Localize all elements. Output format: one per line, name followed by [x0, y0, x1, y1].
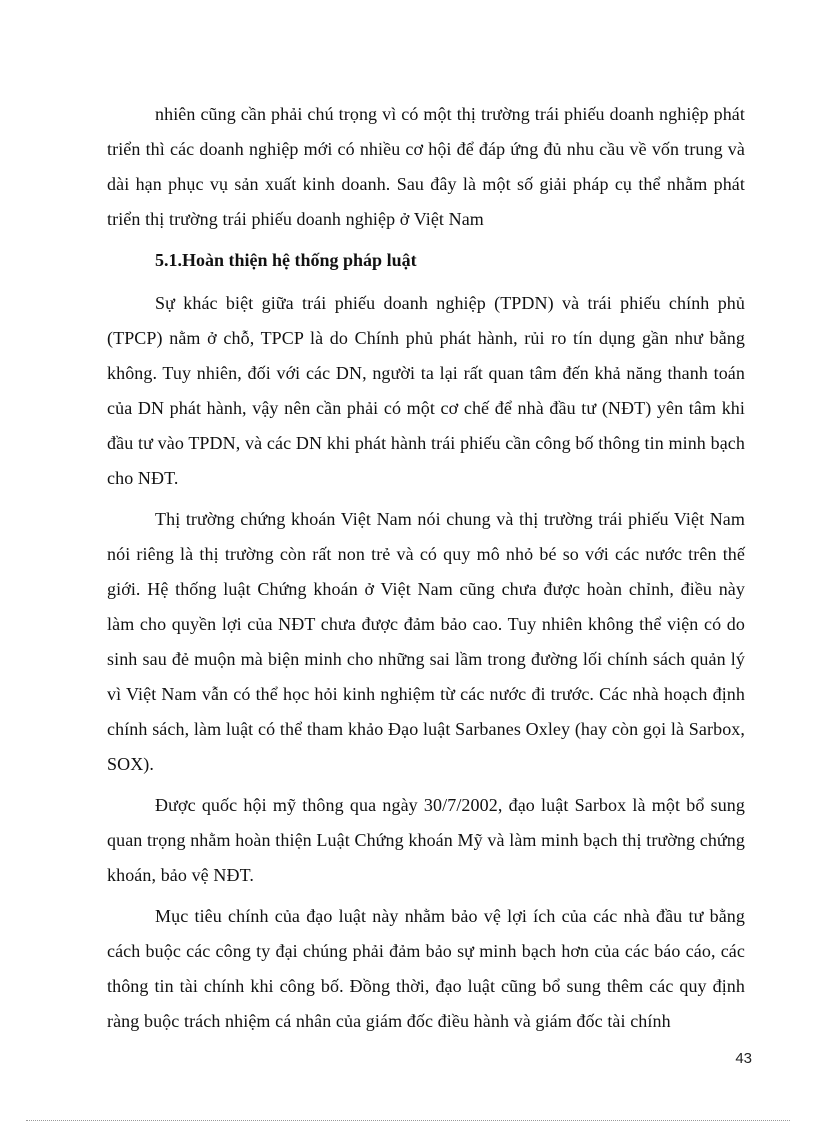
body-paragraph-1: Sự khác biệt giữa trái phiếu doanh nghiệp (TPDN) và trái phiếu chính phủ (TPCP) nằm ở chỗ, TPCP là do Chính phủ phát hành, rủi ro tín dụng gần như bằng không. Tuy nhiên, đối với các DN, người ta lại rất quan tâm đến khả năng thanh toán của DN phát hành, vậy nên cần phải có một cơ chế để nhà đầu tư (NĐT) yên tâm khi đầu tư vào TPDN, và các DN khi phát hành trái phiếu cần công bố thông tin minh bạch cho NĐT.: [107, 293, 745, 488]
body-paragraph-4: Mục tiêu chính của đạo luật này nhằm bảo vệ lợi ích của các nhà đầu tư bằng cách buộc các công ty đại chúng phải đảm bảo sự minh bạch hơn của các báo cáo, các thông tin tài chính khi công bố. Đồng thời, đạo luật cũng bổ sung thêm các quy định ràng buộc trách nhiệm cá nhân của giám đốc điều hành và giám đốc tài chính: [107, 906, 745, 1031]
page-number: 43: [735, 1050, 752, 1067]
page-content: [107, 97, 745, 1045]
page-bottom-border: [26, 1120, 790, 1121]
body-paragraph-2: Thị trường chứng khoán Việt Nam nói chung và thị trường trái phiếu Việt Nam nói riêng là thị trường còn rất non trẻ và có quy mô nhỏ bé so với các nước trên thế giới. Hệ thống luật Chứng khoán ở Việt Nam cũng chưa được hoàn chỉnh, điều này làm cho quyền lợi của NĐT chưa được đảm bảo cao. Tuy nhiên không thể viện có do sinh sau đẻ muộn mà biện minh cho những sai lầm trong đường lối chính sách quản lý vì Việt Nam vẫn có thể học hỏi kinh nghiệm từ các nước đi trước. Các nhà hoạch định chính sách, làm luật có thể tham khảo Đạo luật Sarbanes Oxley (hay còn gọi là Sarbox, SOX).: [107, 509, 745, 774]
section-heading: 5.1.Hoàn thiện hệ thống pháp luật: [155, 250, 417, 270]
intro-paragraph: nhiên cũng cần phải chú trọng vì có một thị trường trái phiếu doanh nghiệp phát triển thì các doanh nghiệp mới có nhiều cơ hội để đáp ứng đủ nhu cầu về vốn trung và dài hạn phục vụ sản xuất kinh doanh. Sau đây là một số giải pháp cụ thể nhằm phát triển thị trường trái phiếu doanh nghiệp ở Việt Nam: [107, 104, 745, 229]
body-paragraph-3: Được quốc hội mỹ thông qua ngày 30/7/2002, đạo luật Sarbox là một bổ sung quan trọng nhằm hoàn thiện Luật Chứng khoán Mỹ và làm minh bạch thị trường chứng khoán, bảo vệ NĐT.: [107, 795, 745, 885]
